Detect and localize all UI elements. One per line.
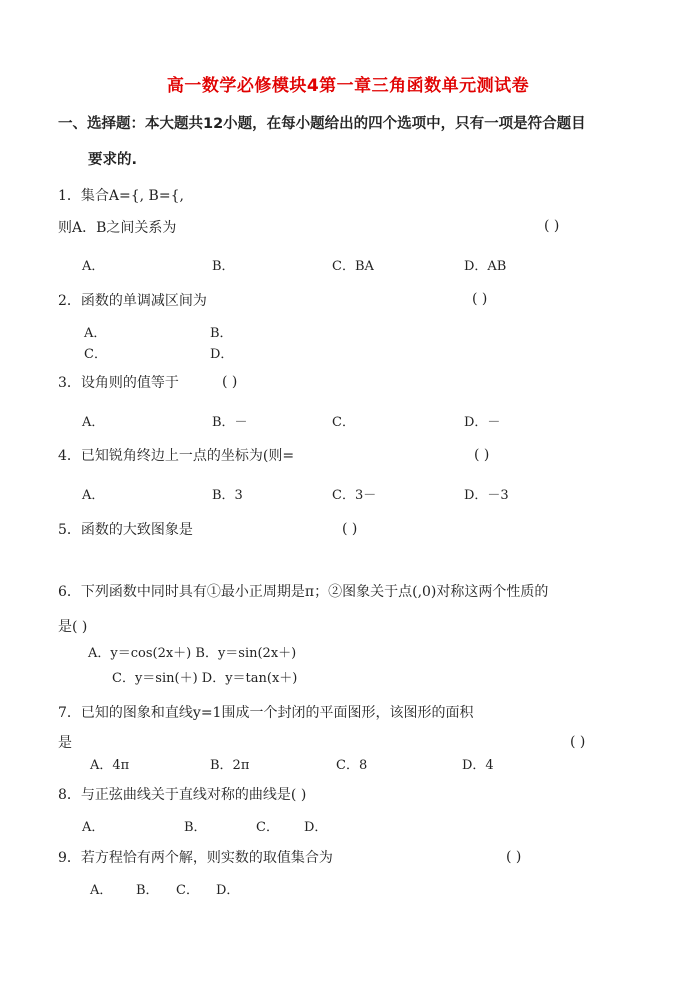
q6-options-line2: C．y＝sin(＋) D．y＝tan(x＋) xyxy=(112,671,298,686)
q9-option-c: C． xyxy=(176,883,199,898)
q3-answer-paren: ( ) xyxy=(222,374,238,390)
q2-option-c: C． xyxy=(84,347,107,362)
q1-answer-paren: ( ) xyxy=(544,218,560,234)
q3-option-d: D．－ xyxy=(464,415,501,430)
q4-answer-paren: ( ) xyxy=(474,447,490,463)
q5-stem: 5．函数的大致图象是 xyxy=(58,522,193,538)
q3-option-c: C． xyxy=(332,415,355,430)
q7-stem-line2: 是 xyxy=(58,735,72,751)
q9-option-b: B． xyxy=(136,883,159,898)
q9-option-a: A． xyxy=(90,883,113,898)
q8-stem: 8．与正弦曲线关于直线对称的曲线是( ) xyxy=(58,787,307,803)
q8-option-b: B． xyxy=(184,820,207,835)
q7-option-c: C．8 xyxy=(336,758,368,773)
q9-stem: 9．若方程恰有两个解，则实数的取值集合为 xyxy=(58,850,333,866)
q6-options-line1: A．y＝cos(2x＋) B．y＝sin(2x＋) xyxy=(88,646,297,661)
q1-stem-line2: 则A．B之间关系为 xyxy=(58,220,177,236)
q9-answer-paren: ( ) xyxy=(506,849,522,865)
q6-stem-line1: 6．下列函数中同时具有①最小正周期是π；②图象关于点(,0)对称这两个性质的 xyxy=(58,584,549,600)
q3-stem: 3．设角则的值等于 xyxy=(58,375,179,391)
q4-option-d: D．－3 xyxy=(464,488,509,503)
q1-option-d: D．AB xyxy=(464,259,507,274)
q7-option-d: D．4 xyxy=(462,758,494,773)
q1-stem-line1: 1．集合A={, B={, xyxy=(58,188,184,204)
q2-option-d: D． xyxy=(210,347,234,362)
q4-option-b: B．3 xyxy=(212,488,243,503)
q1-option-b: B． xyxy=(212,259,235,274)
section-heading-line1: 一、选择题：本大题共12小题，在每小题给出的四个选项中，只有一项是符合题目 xyxy=(58,116,586,132)
q1-option-a: A． xyxy=(82,259,105,274)
q8-option-d: D． xyxy=(304,820,328,835)
q1-option-c: C．BA xyxy=(332,259,374,274)
q8-option-a: A． xyxy=(82,820,105,835)
q9-option-d: D． xyxy=(216,883,240,898)
q7-answer-paren: ( ) xyxy=(570,734,586,750)
page-title: 高一数学必修模块4第一章三角函数单元测试卷 xyxy=(166,76,530,96)
q2-option-b: B． xyxy=(210,326,233,341)
q4-option-a: A． xyxy=(82,488,105,503)
q2-option-a: A． xyxy=(84,326,107,341)
q2-answer-paren: ( ) xyxy=(472,291,488,307)
q7-option-b: B．2π xyxy=(210,758,250,773)
q3-option-b: B．－ xyxy=(212,415,248,430)
q2-stem: 2．函数的单调减区间为 xyxy=(58,293,207,309)
q5-answer-paren: ( ) xyxy=(342,521,358,537)
q7-option-a: A．4π xyxy=(90,758,130,773)
q6-stem-line2: 是( ) xyxy=(58,619,88,635)
q3-option-a: A． xyxy=(82,415,105,430)
q8-option-c: C． xyxy=(256,820,279,835)
section-heading-line2: 要求的. xyxy=(88,152,138,168)
q4-stem: 4．已知锐角终边上一点的坐标为(则= xyxy=(58,448,295,464)
q4-option-c: C．3－ xyxy=(332,488,377,503)
q7-stem-line1: 7．已知的图象和直线y=1围成一个封闭的平面图形，该图形的面积 xyxy=(58,705,474,721)
